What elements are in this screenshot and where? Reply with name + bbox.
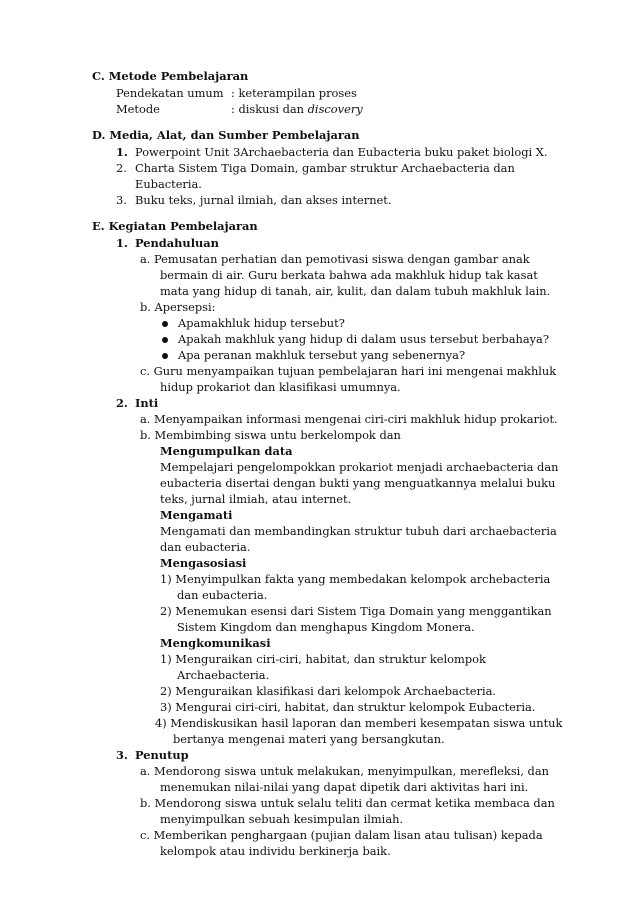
communicate-item3: 3) Mengurai ciri-ciri, habitat, dan struktur kelompok Eubacteria. — [160, 700, 536, 714]
section-c-heading: C. Metode Pembelajaran — [92, 69, 249, 83]
approach-value: : keterampilan proses — [231, 86, 357, 100]
core-a: a. Menyampaikan informasi mengenai ciri-ciri makhluk hidup prokariot. — [140, 412, 558, 426]
closing-c-line1: c. Memberikan penghargaan (pujian dalam lisan atau tulisan) kepada — [140, 828, 543, 842]
media-item-3: Buku teks, jurnal ilmiah, dan akses internet. — [135, 193, 392, 207]
communicate-item1-line1: 1) Menguraikan ciri-ciri, habitat, dan struktur kelompok — [160, 652, 486, 666]
bullet-icon — [162, 353, 168, 359]
observe-line1: Mengamati dan membandingkan struktur tubuh dari archaebacteria — [160, 524, 557, 538]
media-item-1-num: 1. — [116, 145, 128, 159]
bullet-icon — [162, 321, 168, 327]
associate-item1-line2: dan eubacteria. — [177, 588, 268, 602]
media-item-3-num: 3. — [116, 193, 127, 207]
observe-line2: dan eubacteria. — [160, 540, 251, 554]
bullet-icon — [162, 337, 168, 343]
approach-label: Pendekatan umum — [116, 86, 224, 100]
media-item-2: Charta Sistem Tiga Domain, gambar struktur Archaebacteria dan — [135, 161, 515, 175]
core-b: b. Membimbing siswa untu berkelompok dan — [140, 428, 401, 442]
associate-item2-line1: 2) Menemukan esensi dari Sistem Tiga Domain yang menggantikan — [160, 604, 552, 618]
subheading-associate: Mengasosiasi — [160, 556, 247, 570]
closing-b-line2: menyimpulkan sebuah kesimpulan ilmiah. — [160, 812, 404, 826]
collect-data-line1: Mempelajari pengelompokkan prokariot menjadi archaebacteria dan — [160, 460, 559, 474]
media-item-1: Powerpoint Unit 3Archaebacteria dan Eubacteria buku paket biologi X. — [135, 145, 548, 159]
apersepsi-q1: Apamakhluk hidup tersebut? — [178, 316, 345, 330]
intro-c-line2: hidup prokariot dan klasifikasi umumnya. — [160, 380, 401, 394]
section-e-heading: E. Kegiatan Pembelajaran — [92, 219, 258, 233]
closing-c-line2: kelompok atau individu berkinerja baik. — [160, 844, 391, 858]
activity-2-title: Inti — [135, 396, 159, 410]
closing-a-line1: a. Mendorong siswa untuk melakukan, menyimpulkan, merefleksi, dan — [140, 764, 549, 778]
associate-item2-line2: Sistem Kingdom dan menghapus Kingdom Monera. — [177, 620, 475, 634]
communicate-item1-line2: Archaebacteria. — [177, 668, 270, 682]
intro-a-line2: bermain di air. Guru berkata bahwa ada makhluk hidup tak kasat — [160, 268, 538, 282]
activity-1-num: 1. — [116, 236, 128, 250]
intro-c-line1: c. Guru menyampaikan tujuan pembelajaran hari ini mengenai makhluk — [140, 364, 557, 378]
subheading-communicate: Mengkomunikasi — [160, 636, 271, 650]
activity-3-num: 3. — [116, 748, 128, 762]
method-value: : diskusi dan discovery — [231, 102, 363, 116]
intro-a-line1: a. Pemusatan perhatian dan pemotivasi siswa dengan gambar anak — [140, 252, 530, 266]
apersepsi-q2: Apakah makhluk yang hidup di dalam usus tersebut berbahaya? — [178, 332, 549, 346]
section-d-heading: D. Media, Alat, dan Sumber Pembelajaran — [92, 128, 360, 142]
intro-a-line3: mata yang hidup di tanah, air, kulit, dan dalam tubuh makhluk lain. — [160, 284, 551, 298]
media-item-2-num: 2. — [116, 161, 127, 175]
communicate-item4-line2: bertanya mengenai materi yang bersangkutan. — [173, 732, 445, 746]
communicate-item4-line1: 4) Mendiskusikan hasil laporan dan memberi kesempatan siswa untuk — [155, 716, 563, 730]
activity-3-title: Penutup — [135, 748, 189, 762]
activity-1-title: Pendahuluan — [135, 236, 219, 250]
method-label: Metode — [116, 102, 160, 116]
activity-2-num: 2. — [116, 396, 128, 410]
communicate-item2: 2) Menguraikan klasifikasi dari kelompok Archaebacteria. — [160, 684, 497, 698]
subheading-observe: Mengamati — [160, 508, 233, 522]
intro-b: b. Apersepsi: — [140, 300, 216, 314]
closing-a-line2: menemukan nilai-nilai yang dapat dipetik dari aktivitas hari ini. — [160, 780, 529, 794]
apersepsi-q3: Apa peranan makhluk tersebut yang sebenernya? — [178, 348, 466, 362]
collect-data-line3: teks, jurnal ilmiah, atau internet. — [160, 492, 352, 506]
subheading-collect-data: Mengumpulkan data — [160, 444, 293, 458]
media-item-2-cont: Eubacteria. — [135, 177, 202, 191]
associate-item1-line1: 1) Menyimpulkan fakta yang membedakan kelompok archebacteria — [160, 572, 551, 586]
closing-b-line1: b. Mendorong siswa untuk selalu teliti dan cermat ketika membaca dan — [140, 796, 555, 810]
collect-data-line2: eubacteria disertai dengan bukti yang menguatkannya melalui buku — [160, 476, 556, 490]
